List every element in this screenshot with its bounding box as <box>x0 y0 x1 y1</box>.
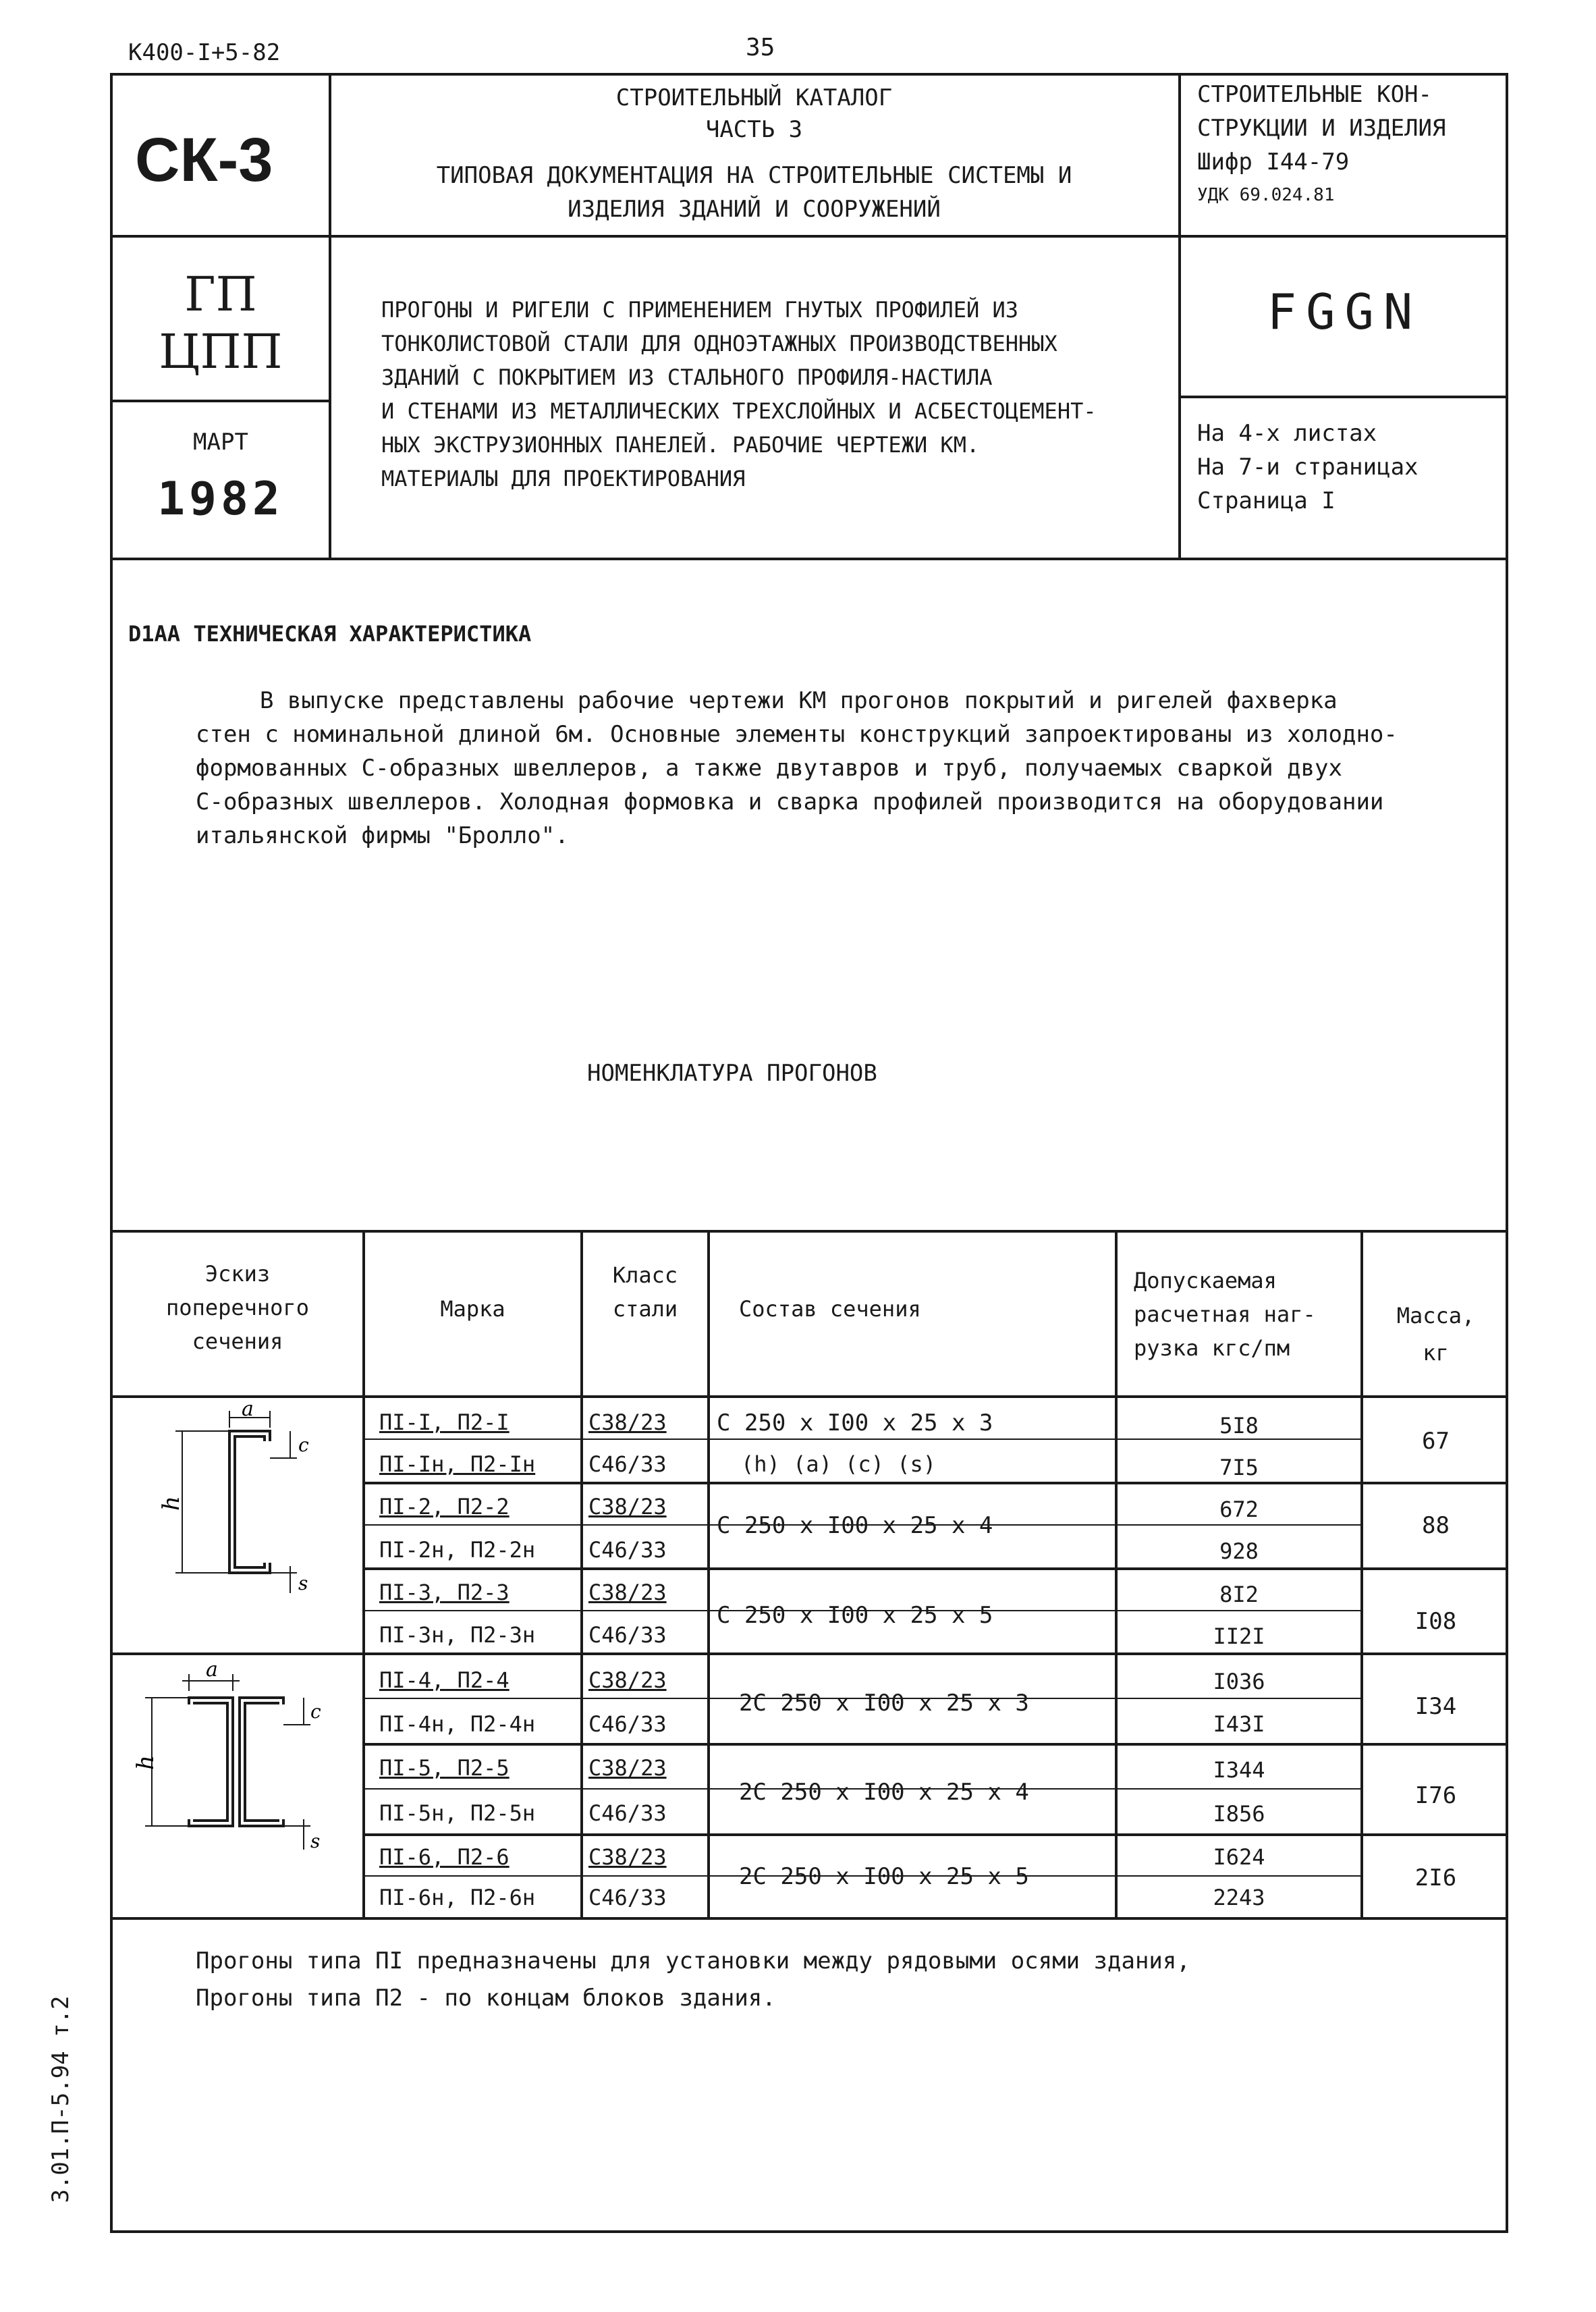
row-mark: ПI-6, П2-6 <box>379 1844 510 1870</box>
section-title: СТРУКЦИИ И ИЗДЕЛИЯ <box>1197 115 1446 142</box>
row-load: I036 <box>1213 1669 1265 1694</box>
table-border <box>110 1917 1508 1920</box>
dim-h-label: h <box>158 1496 185 1511</box>
row-mark: ПI-2н, П2-2н <box>379 1537 536 1563</box>
subject-line: НЫХ ЭКСТРУЗИОННЫХ ПАНЕЛЕЙ. РАБОЧИЕ ЧЕРТЕЖИ КМ. <box>381 432 980 458</box>
title-divider <box>1178 396 1508 398</box>
table-border <box>110 1230 1508 1233</box>
row-load: I624 <box>1213 1844 1265 1870</box>
page-number: 35 <box>746 34 775 61</box>
header-mark: Марка <box>440 1296 505 1322</box>
dim-s-label: s <box>310 1830 321 1852</box>
intro-line: итальянской фирмы "Бролло". <box>196 822 569 849</box>
row-load: I344 <box>1213 1757 1265 1783</box>
intro-line: С-образных швеллеров. Холодная формовка и сварка профилей производится на оборудовании <box>196 788 1384 815</box>
group-rule <box>362 1833 1508 1836</box>
header-steel: Класс <box>612 1262 678 1288</box>
row-steel: С46/33 <box>588 1885 667 1910</box>
title-divider <box>329 73 331 559</box>
row-section: С 250 x I00 x 25 x 5 <box>717 1602 993 1629</box>
header-section: Состав сечения <box>739 1296 921 1322</box>
doc-code: К400-I+5-82 <box>128 39 281 66</box>
row-steel: С46/33 <box>588 1622 667 1648</box>
row-steel: С38/23 <box>588 1409 667 1435</box>
row-mark: ПI-4, П2-4 <box>379 1667 510 1693</box>
intro-line: формованных С-образных швеллеров, а также двутавров и труб, получаемых сваркой двух <box>196 755 1342 782</box>
group-rule <box>362 1567 1508 1570</box>
row-steel: С38/23 <box>588 1667 667 1693</box>
row-load: II2I <box>1213 1623 1265 1649</box>
row-steel: С38/23 <box>588 1844 667 1870</box>
issue-month: МАРТ <box>193 429 248 456</box>
subject-line: ЗДАНИЙ С ПОКРЫТИЕМ ИЗ СТАЛЬНОГО ПРОФИЛЯ-НАСТИЛА <box>381 365 993 390</box>
row-steel: С46/33 <box>588 1537 667 1563</box>
row-steel: С38/23 <box>588 1755 667 1781</box>
row-mark: ПI-5н, П2-5н <box>379 1800 536 1826</box>
row-mass: 2I6 <box>1414 1864 1457 1891</box>
row-mass: I08 <box>1414 1608 1457 1635</box>
table-title: НОМЕНКЛАТУРА ПРОГОНОВ <box>587 1060 877 1087</box>
row-section: С 250 x I00 x 25 x 3 <box>717 1409 993 1436</box>
title-divider <box>110 400 330 402</box>
row-section: 2С 250 x I00 x 25 x 5 <box>739 1863 1029 1890</box>
subject-line: И СТЕНАМИ ИЗ МЕТАЛЛИЧЕСКИХ ТРЕХСЛОЙНЫХ И АСБЕСТОЦЕМЕНТ- <box>381 398 1097 424</box>
row-mass: 67 <box>1422 1428 1450 1455</box>
table-col-rule <box>580 1230 583 1918</box>
catalog-desc: ИЗДЕЛИЯ ЗДАНИЙ И СООРУЖЕНИЙ <box>568 196 941 223</box>
header-load: Допускаемая <box>1134 1268 1277 1293</box>
header-sketch: Эскиз <box>204 1261 271 1287</box>
section-title: СТРОИТЕЛЬНЫЕ КОН- <box>1197 81 1432 108</box>
issue-year: 1982 <box>157 473 284 526</box>
header-steel: стали <box>612 1296 678 1322</box>
header-load: рузка кгс/пм <box>1134 1335 1290 1361</box>
org-line1: ГП <box>184 267 257 322</box>
header-sketch: поперечного <box>166 1295 309 1320</box>
c-channel-section-sketch <box>155 1397 351 1603</box>
row-rule <box>362 1439 1360 1440</box>
subject-line: МАТЕРИАЛЫ ДЛЯ ПРОЕКТИРОВАНИЯ <box>381 466 746 491</box>
cipher: Шифр I44-79 <box>1197 149 1350 176</box>
dim-c-label: c <box>310 1700 321 1723</box>
row-mark: ПI-5, П2-5 <box>379 1755 510 1781</box>
table-col-rule <box>362 1230 365 1918</box>
intro-line: В выпуске представлены рабочие чертежи КМ прогонов покрытий и ригелей фахверка <box>260 687 1338 714</box>
row-mark: ПI-2, П2-2 <box>379 1494 510 1520</box>
row-mark: ПI-Iн, П2-Iн <box>379 1451 536 1477</box>
row-load: 5I8 <box>1219 1413 1259 1439</box>
header-load: расчетная наг- <box>1134 1301 1316 1327</box>
footnote-line: Прогоны типа ПI предназначены для установки между рядовыми осями здания, <box>196 1947 1190 1974</box>
row-section: 2С 250 x I00 x 25 x 3 <box>739 1690 1029 1717</box>
row-mark: ПI-6н, П2-6н <box>379 1885 536 1910</box>
row-section: С 250 x I00 x 25 x 4 <box>717 1512 993 1539</box>
row-load: 2243 <box>1213 1885 1265 1910</box>
row-mass: I76 <box>1414 1782 1457 1809</box>
subject-line: ТОНКОЛИСТОВОЙ СТАЛИ ДЛЯ ОДНОЭТАЖНЫХ ПРОИЗВОДСТВЕННЫХ <box>381 331 1057 356</box>
group-rule <box>362 1482 1508 1484</box>
row-load: 8I2 <box>1219 1582 1259 1607</box>
margin-note: 3.01.П-5.94 т.2 <box>47 1995 74 2203</box>
header-mass: кг <box>1423 1340 1449 1366</box>
row-load: I856 <box>1213 1801 1265 1827</box>
header-mass: Масса, <box>1396 1303 1475 1328</box>
row-mass: 88 <box>1422 1512 1450 1539</box>
subject-line: ПРОГОНЫ И РИГЕЛИ С ПРИМЕНЕНИЕМ ГНУТЫХ ПРОФИЛЕЙ ИЗ <box>381 297 1019 323</box>
row-steel: С38/23 <box>588 1580 667 1605</box>
sheets-count: На 4-х листах <box>1197 420 1377 447</box>
table-col-rule <box>1360 1230 1363 1918</box>
pages-count: На 7-и страницах <box>1197 454 1419 481</box>
org-line2: ЦПП <box>159 324 283 379</box>
section-dimension-legend: (h) (a) (c) (s) <box>741 1451 936 1477</box>
page-index: Страница I <box>1197 487 1336 514</box>
table-col-rule <box>707 1230 710 1918</box>
row-mark: ПI-I, П2-I <box>379 1409 510 1435</box>
classification-code: FGGN <box>1267 284 1423 340</box>
catalog-desc: ТИПОВАЯ ДОКУМЕНТАЦИЯ НА СТРОИТЕЛЬНЫЕ СИСТЕМЫ И <box>436 162 1072 189</box>
footnote-line: Прогоны типа П2 - по концам блоков здания. <box>196 1985 776 2012</box>
catalog-title: СТРОИТЕЛЬНЫЙ КАТАЛОГ <box>615 84 893 111</box>
double-c-section-sketch <box>132 1657 354 1860</box>
row-mark: ПI-4н, П2-4н <box>379 1711 536 1737</box>
row-load: 7I5 <box>1219 1455 1259 1480</box>
dim-s-label: s <box>298 1572 308 1594</box>
title-divider <box>110 235 1508 238</box>
group-rule <box>362 1743 1508 1746</box>
row-steel: С38/23 <box>588 1494 667 1520</box>
row-steel: С46/33 <box>588 1451 667 1477</box>
title-divider <box>110 558 1508 560</box>
row-load: I43I <box>1213 1711 1265 1737</box>
row-steel: С46/33 <box>588 1711 667 1737</box>
table-header-rule <box>110 1395 1508 1398</box>
row-steel: С46/33 <box>588 1800 667 1826</box>
row-mark: ПI-3н, П2-3н <box>379 1622 536 1648</box>
series-code: СК-3 <box>135 126 273 194</box>
header-sketch: сечения <box>192 1328 283 1354</box>
section-heading: D1AA ТЕХНИЧЕСКАЯ ХАРАКТЕРИСТИКА <box>128 621 532 647</box>
row-load: 672 <box>1219 1497 1259 1522</box>
row-load: 928 <box>1219 1538 1259 1564</box>
row-mass: I34 <box>1414 1693 1457 1720</box>
udk: УДК 69.024.81 <box>1197 185 1335 205</box>
dim-a-label: a <box>206 1658 218 1682</box>
table-group-rule <box>110 1652 1508 1655</box>
row-mark: ПI-3, П2-3 <box>379 1580 510 1605</box>
dim-c-label: c <box>298 1434 309 1456</box>
dim-h-label: h <box>132 1755 159 1770</box>
intro-line: стен с номинальной длиной 6м. Основные элементы конструкций запроектированы из холодно- <box>196 721 1398 748</box>
dim-a-label: a <box>242 1397 254 1421</box>
row-section: 2С 250 x I00 x 25 x 4 <box>739 1779 1029 1806</box>
catalog-part: ЧАСТЬ 3 <box>705 116 803 143</box>
